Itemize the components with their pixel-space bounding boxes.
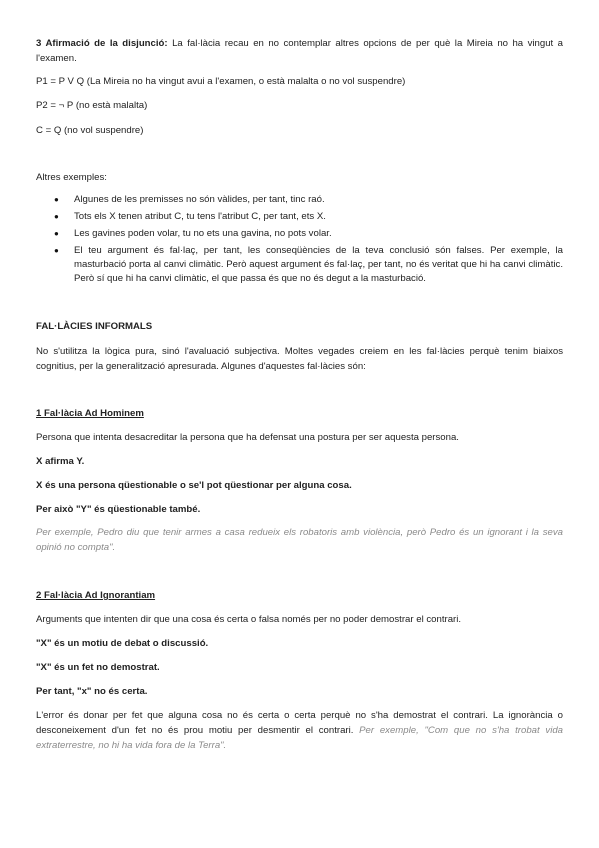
section-3-title: 3 Afirmació de la disjunció: xyxy=(36,38,168,49)
ignorantiam-description: Arguments que intenten dir que una cosa és certa o falsa només per no poder demostrar el contrari. xyxy=(36,614,462,625)
list-item: ● Les gavines poden volar, tu no ets una gavina, no pots volar. xyxy=(54,227,563,241)
informal-intro: No s'utilitza la lògica pura, sinó l'avaluació subjectiva. Moltes vegades creiem en les fal·làcies perquè tenim biaixos cognitius, per la generalització apresurada. Algunes d'aquestes fal·làcies són: xyxy=(36,346,563,372)
section-3-text: La fal·làcia recau en no contemplar altres opcions de per què la Mireia no ha vingut a l'examen. xyxy=(36,38,564,64)
hominem-line-3: Per això "Y" és qüestionable també. xyxy=(36,504,201,515)
section-3-paragraph xyxy=(36,36,563,66)
hominem-title: 1 Fal·làcia Ad Hominem xyxy=(36,408,144,419)
ignorantiam-text: L'error és donar per fet que alguna cosa no és certa o certa perquè no s'ha demostrat el contrari. La ignorància o desconeixement d'un fet no és prou motiu per desmentir el contrari. xyxy=(36,710,563,736)
ignorantiam-line-2: "X" és un fet no demostrat. xyxy=(36,662,160,673)
list-item: ● Tots els X tenen atribut C, tu tens l'atribut C, per tant, ets X. xyxy=(54,210,563,224)
ignorantiam-line-1: "X" és un motiu de debat o discussió. xyxy=(36,638,209,649)
conclusion: C = Q (no vol suspendre) xyxy=(36,125,144,136)
hominem-line-2: X és una persona qüestionable o se'l pot qüestionar per alguna cosa. xyxy=(36,480,352,491)
premise-1: P1 = P V Q (La Mireia no ha vingut avui a l'examen, o està malalta o no vol suspendre) xyxy=(36,76,406,87)
examples-heading: Altres exemples: xyxy=(36,172,107,183)
informal-heading: FAL·LÀCIES INFORMALS xyxy=(36,321,153,332)
list-item: ● El teu argument és fal·laç, per tant, les conseqüències de la teva conclusió són falses. Per exemple, la masturbació porta al canvi climàtic. Però aquest argument és fal·laç, per tant, no és veritat que hi ha canvi climàtic. Però sí que hi ha canvi climàtic, el que passa és que no és degut a la masturbació. xyxy=(54,244,563,286)
ignorantiam-title: 2 Fal·làcia Ad Ignorantiam xyxy=(36,590,156,601)
premise-2: P2 = ¬ P (no està malalta) xyxy=(36,100,148,111)
list-item: ● Algunes de les premisses no són vàlides, per tant, tinc raó. xyxy=(54,193,563,207)
hominem-example: Per exemple, Pedro diu que tenir armes a casa redueix els robatoris amb violència, però Pedro és un ignorant i la seva opinió no compta". xyxy=(36,527,563,553)
ignorantiam-example: Per exemple, "Com que no s'ha trobat vida extraterrestre, no hi ha vida fora de la Terra". xyxy=(36,725,564,751)
ignorantiam-paragraph xyxy=(36,708,563,753)
ignorantiam-line-3: Per tant, "x" no és certa. xyxy=(36,686,148,697)
examples-list xyxy=(54,193,563,286)
hominem-line-1: X afirma Y. xyxy=(36,456,85,467)
hominem-description: Persona que intenta desacreditar la persona que ha defensat una postura per ser aquesta persona. xyxy=(36,432,459,443)
